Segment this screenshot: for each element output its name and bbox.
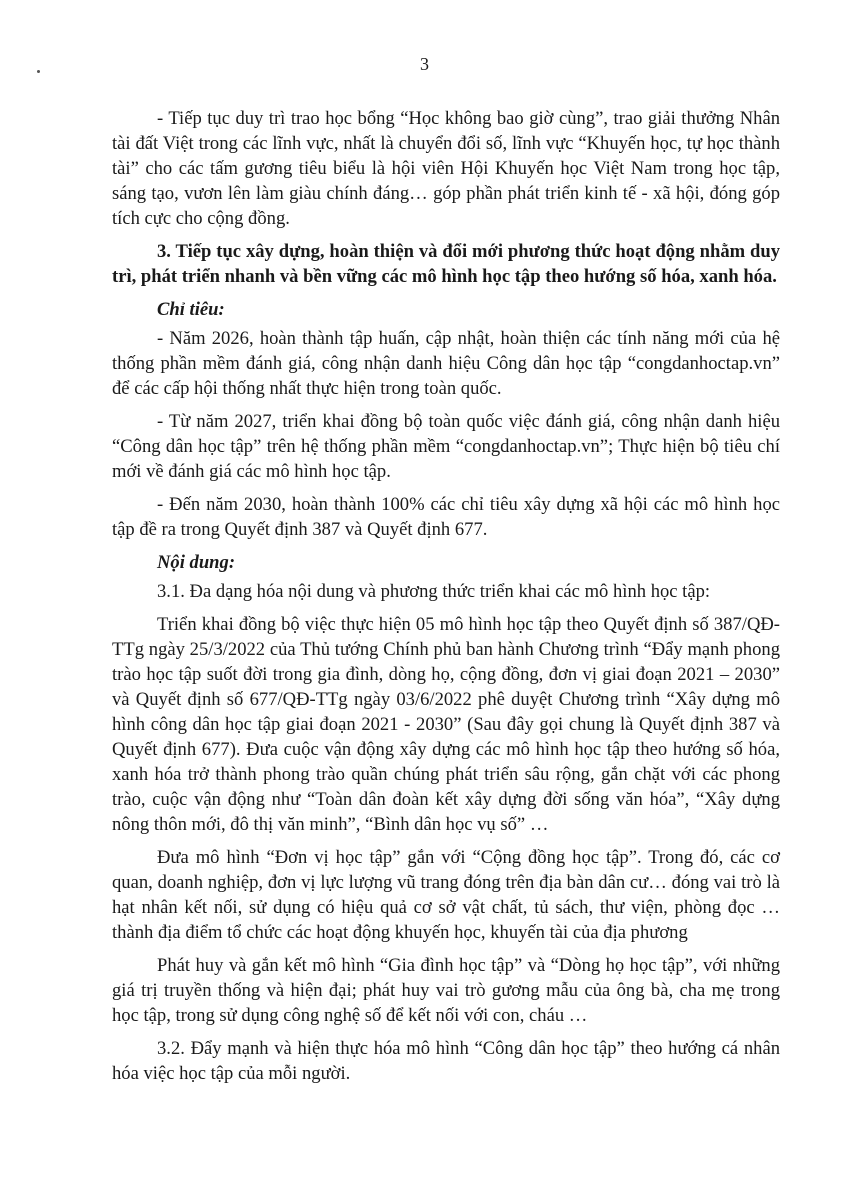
section-heading-3: 3. Tiếp tục xây dựng, hoàn thiện và đổi mới phương thức hoạt động nhằm duy trì, phát triển nhanh và bền vững các mô hình học tập theo hướng số hóa, xanh hóa. [112,241,780,287]
paragraph-learning-unit: Đưa mô hình “Đơn vị học tập” gắn với “Cộng đồng học tập”. Trong đó, các cơ quan, doanh nghiệp, đơn vị lực lượng vũ trang đóng trên địa bàn dân cư… đóng vai trò là hạt nhân kết nối, sử dụng có hiệu quả cơ sở vật chất, tủ sách, thư viện, phòng đọc … thành địa điểm tổ chức các hoạt động khuyến học, khuyến tài của địa phương [112,847,780,943]
page-number: 3 [420,54,429,74]
item-3-1: 3.1. Đa dạng hóa nội dung và phương thức triển khai các mô hình học tập: [157,581,711,602]
target-2030: - Đến năm 2030, hoàn thành 100% các chỉ tiêu xây dựng xã hội các mô hình học tập đề ra trong Quyết định 387 và Quyết định 677. [112,494,780,540]
paragraph-five-models: Triển khai đồng bộ việc thực hiện 05 mô hình học tập theo Quyết định số 387/QĐ-TTg ngày 25/3/2022 của Thủ tướng Chính phủ ban hành Chương trình “Đẩy mạnh phong trào học tập suốt đời trong gia đình, dòng họ, cộng đồng, đơn vị giai đoạn 2021 – 2030” và Quyết định số 677/QĐ-TTg ngày 03/6/2022 phê duyệt Chương trình “Xây dựng mô hình công dân học tập giai đoạn 2021 - 2030” (Sau đây gọi chung là Quyết định 387 và Quyết định 677). Đưa cuộc vận động xây dựng các mô hình học tập theo hướng số hóa, xanh hóa trở thành phong trào quần chúng phát triển sâu rộng, gắn chặt với các phong trào, cuộc vận động như “Toàn dân đoàn kết xây dựng đời sống văn hóa”, “Xây dựng nông thôn mới, đô thị văn minh”, “Bình dân học vụ số” … [112,614,780,835]
target-2026: - Năm 2026, hoàn thành tập huấn, cập nhật, hoàn thiện các tính năng mới của hệ thống phần mềm đánh giá, công nhận danh hiệu Công dân học tập “congdanhoctap.vn” để các cấp hội thống nhất thực hiện trong toàn quốc. [112,328,780,399]
paragraph-family-clan: Phát huy và gắn kết mô hình “Gia đình học tập” và “Dòng họ học tập”, với những giá trị truyền thống và hiện đại; phát huy vai trò gương mẫu của ông bà, cha mẹ trong học tập, trong sử dụng công nghệ số để kết nối với con, cháu … [112,955,780,1026]
document-body [112,106,780,1094]
subheading-targets: Chỉ tiêu: [157,299,225,320]
target-2027: - Từ năm 2027, triển khai đồng bộ toàn quốc việc đánh giá, công nhận danh hiệu “Công dân học tập” trên hệ thống phần mềm “congdanhoctap.vn”; Thực hiện bộ tiêu chí mới về đánh giá các mô hình học tập. [112,411,780,482]
subheading-content: Nội dung: [157,552,236,573]
item-3-2: 3.2. Đẩy mạnh và hiện thực hóa mô hình “Công dân học tập” theo hướng cá nhân hóa việc học tập của mỗi người. [112,1038,780,1084]
paragraph-scholarship: - Tiếp tục duy trì trao học bổng “Học không bao giờ cùng”, trao giải thưởng Nhân tài đất Việt trong các lĩnh vực, nhất là chuyển đổi số, lĩnh vực “Khuyến học, tự học thành tài” cho các tấm gương tiêu biểu là hội viên Hội Khuyến học Việt Nam trong học tập, sáng tạo, vươn lên làm giàu chính đáng… góp phần phát triển kinh tế - xã hội, đóng góp tích cực cho cộng đồng. [112,108,780,229]
